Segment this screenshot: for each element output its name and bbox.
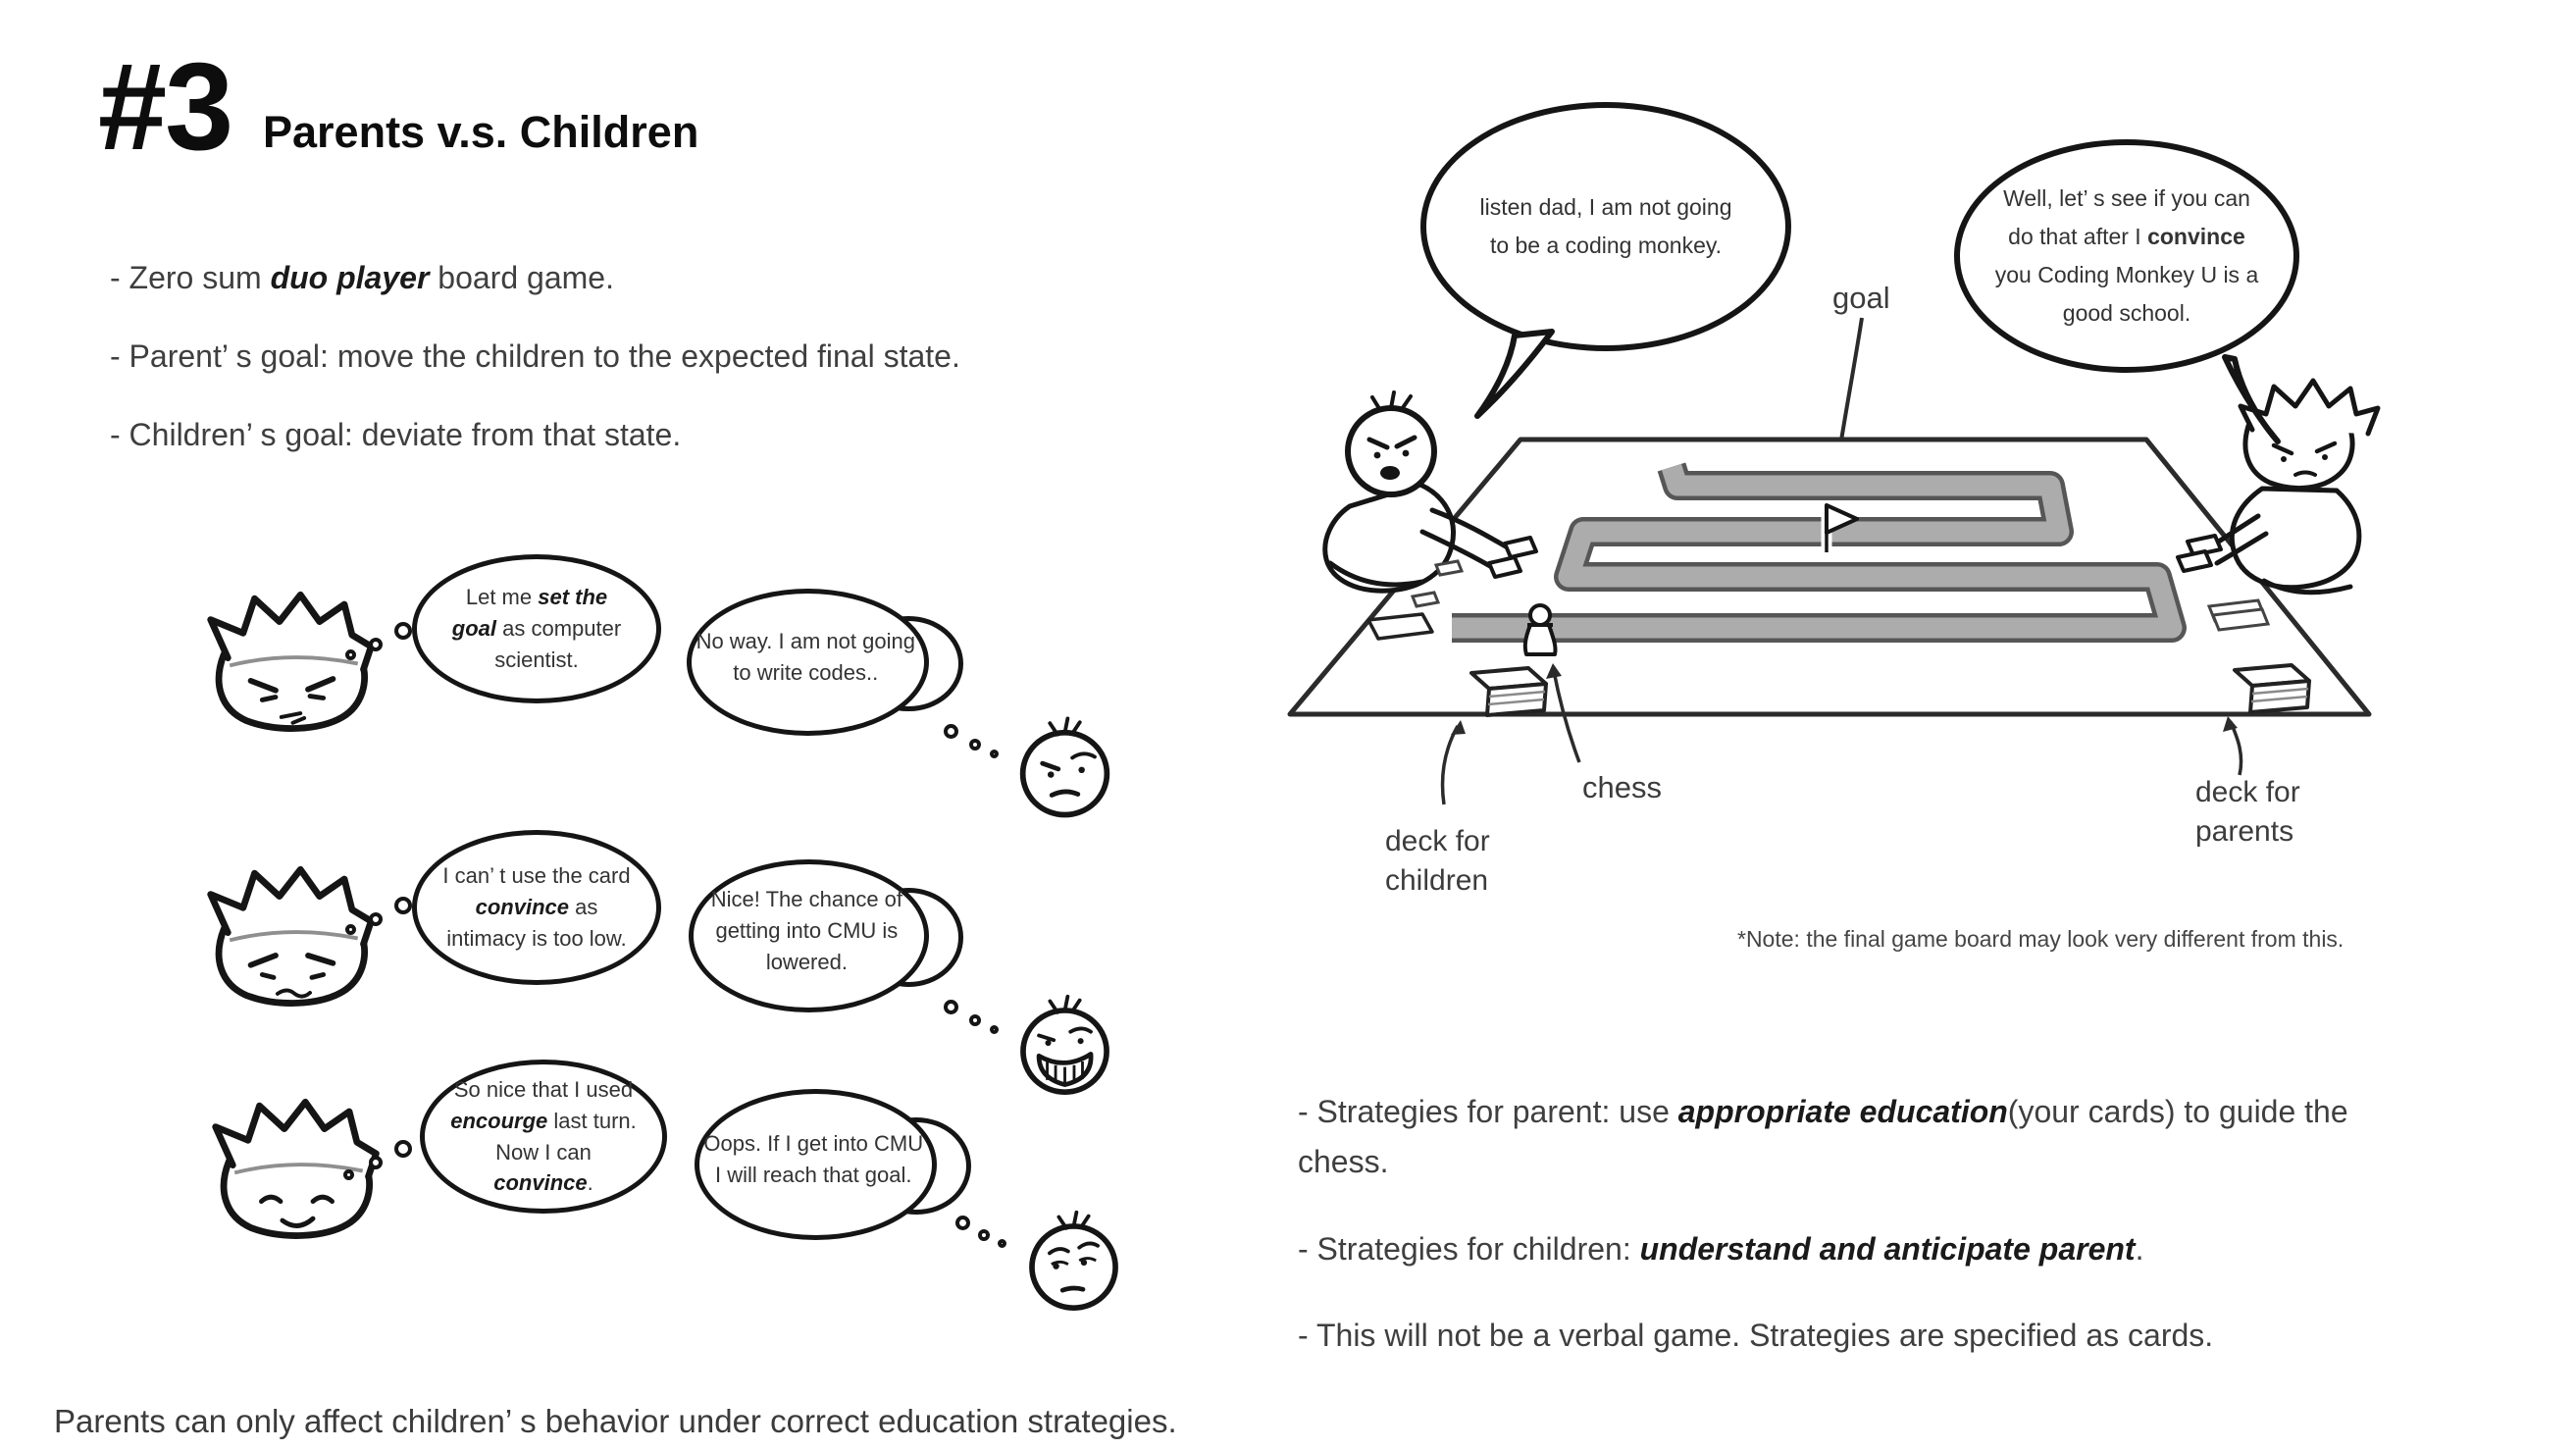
bullet-text: - Strategies for children: — [1298, 1231, 1640, 1267]
bullet-text: . — [2135, 1231, 2144, 1267]
bubble-text: as intimacy is too low. — [446, 895, 627, 951]
bubble-text: as computer scientist. — [494, 616, 622, 672]
child-face-sideeye-icon — [1024, 1209, 1124, 1311]
speech-tail-icon — [1469, 326, 1560, 420]
board-note: *Note: the final game board may look very different from this. — [1737, 926, 2344, 952]
bullet-bold-text: duo player — [270, 260, 430, 295]
label-line: parents — [2195, 814, 2294, 848]
bullet-parent-goal — [110, 336, 960, 378]
child-thought-bubble-3 — [695, 1089, 971, 1230]
label-line: children — [1385, 863, 1489, 897]
bubble-text: Let me — [465, 585, 539, 610]
deck-for-parents-label — [2195, 773, 2300, 851]
bubble-bold-text: encourge — [450, 1108, 548, 1133]
deck-children-arrow — [1443, 720, 1466, 804]
bullet-bold-text: understand and anticipate parent — [1639, 1231, 2136, 1267]
deck-parents-arrow — [2223, 716, 2241, 775]
bullet-text: - Zero sum — [110, 260, 271, 295]
parent-speech-bubble — [1954, 139, 2299, 373]
bubble-bold-text: convince — [475, 895, 569, 920]
child-thought-bubble-2 — [689, 859, 963, 1003]
speech-tail-icon — [2215, 351, 2286, 445]
bubble-text: Nice! The chance of getting into CMU is lowered. — [710, 887, 903, 974]
bullet-text: chess. — [1298, 1144, 1389, 1180]
bubble-text: Well, let’ s see if you can do that after I — [2003, 184, 2250, 249]
bubble-text: So nice that I used — [453, 1076, 634, 1102]
child-speech-bubble — [1420, 102, 1791, 351]
bubble-text: last turn. Now I can — [495, 1108, 637, 1165]
label-line: deck for — [1385, 825, 1490, 857]
bullet-zero-sum — [110, 257, 614, 299]
bubble-text: No way. I am not going to write codes.. — [696, 629, 915, 685]
bullet-not-verbal — [1298, 1311, 2213, 1361]
caption: Parents can only affect children’ s behavior under correct education strategies. — [54, 1403, 1177, 1439]
bubble-text: I can’ t use the card — [442, 863, 631, 889]
page-title: Parents v.s. Children — [263, 107, 699, 157]
bubble-bold-text: convince — [493, 1170, 588, 1196]
chess-label: chess — [1582, 770, 1662, 804]
label-line: deck for — [2195, 776, 2300, 808]
bullet-text: - This will not be a verbal game. Strategies are specified as cards. — [1298, 1318, 2214, 1353]
bullet-text: (your cards) to guide the — [2007, 1094, 2348, 1129]
child-face-grin-icon — [1016, 993, 1114, 1095]
parent-thought-bubble-1 — [412, 554, 661, 703]
goal-label: goal — [1832, 281, 1890, 315]
chess-piece-icon — [1525, 605, 1556, 654]
parent-thought-bubble-2 — [412, 830, 661, 985]
bubble-text: listen dad, I am not going to be a coding monkey. — [1479, 193, 1732, 258]
bullet-text: - Strategies for parent: use — [1298, 1094, 1678, 1129]
parent-face-angry-icon — [201, 587, 383, 736]
bubble-text: Oops. If I get into CMU I will reach that goal. — [703, 1131, 924, 1187]
child-thought-bubble-1 — [687, 589, 963, 726]
child-face-angry-icon — [1016, 714, 1114, 818]
bullet-strategies-parent — [1298, 1087, 2348, 1187]
bubble-text: you Coding Monkey U is a good school. — [1994, 262, 2259, 327]
bubble-text: . — [587, 1170, 593, 1196]
bullet-bold-text: appropriate education — [1677, 1094, 2008, 1129]
parent-face-sad-icon — [201, 861, 383, 1010]
parent-face-happy-icon — [206, 1094, 387, 1243]
bullet-text: - Parent’ s goal: move the children to the expected final state. — [110, 338, 960, 374]
bullet-strategies-children — [1298, 1224, 2143, 1274]
bullet-children-goal — [110, 414, 681, 456]
bullet-text: - Children’ s goal: deviate from that state. — [110, 417, 682, 452]
parent-thought-bubble-3 — [420, 1060, 667, 1214]
slide-number: #3 — [98, 37, 232, 176]
bullet-text: board game. — [429, 260, 614, 295]
bubble-bold-text: convince — [2147, 223, 2245, 249]
deck-for-children-label — [1385, 822, 1490, 900]
bubble-bold-text: set the goal — [451, 585, 608, 642]
